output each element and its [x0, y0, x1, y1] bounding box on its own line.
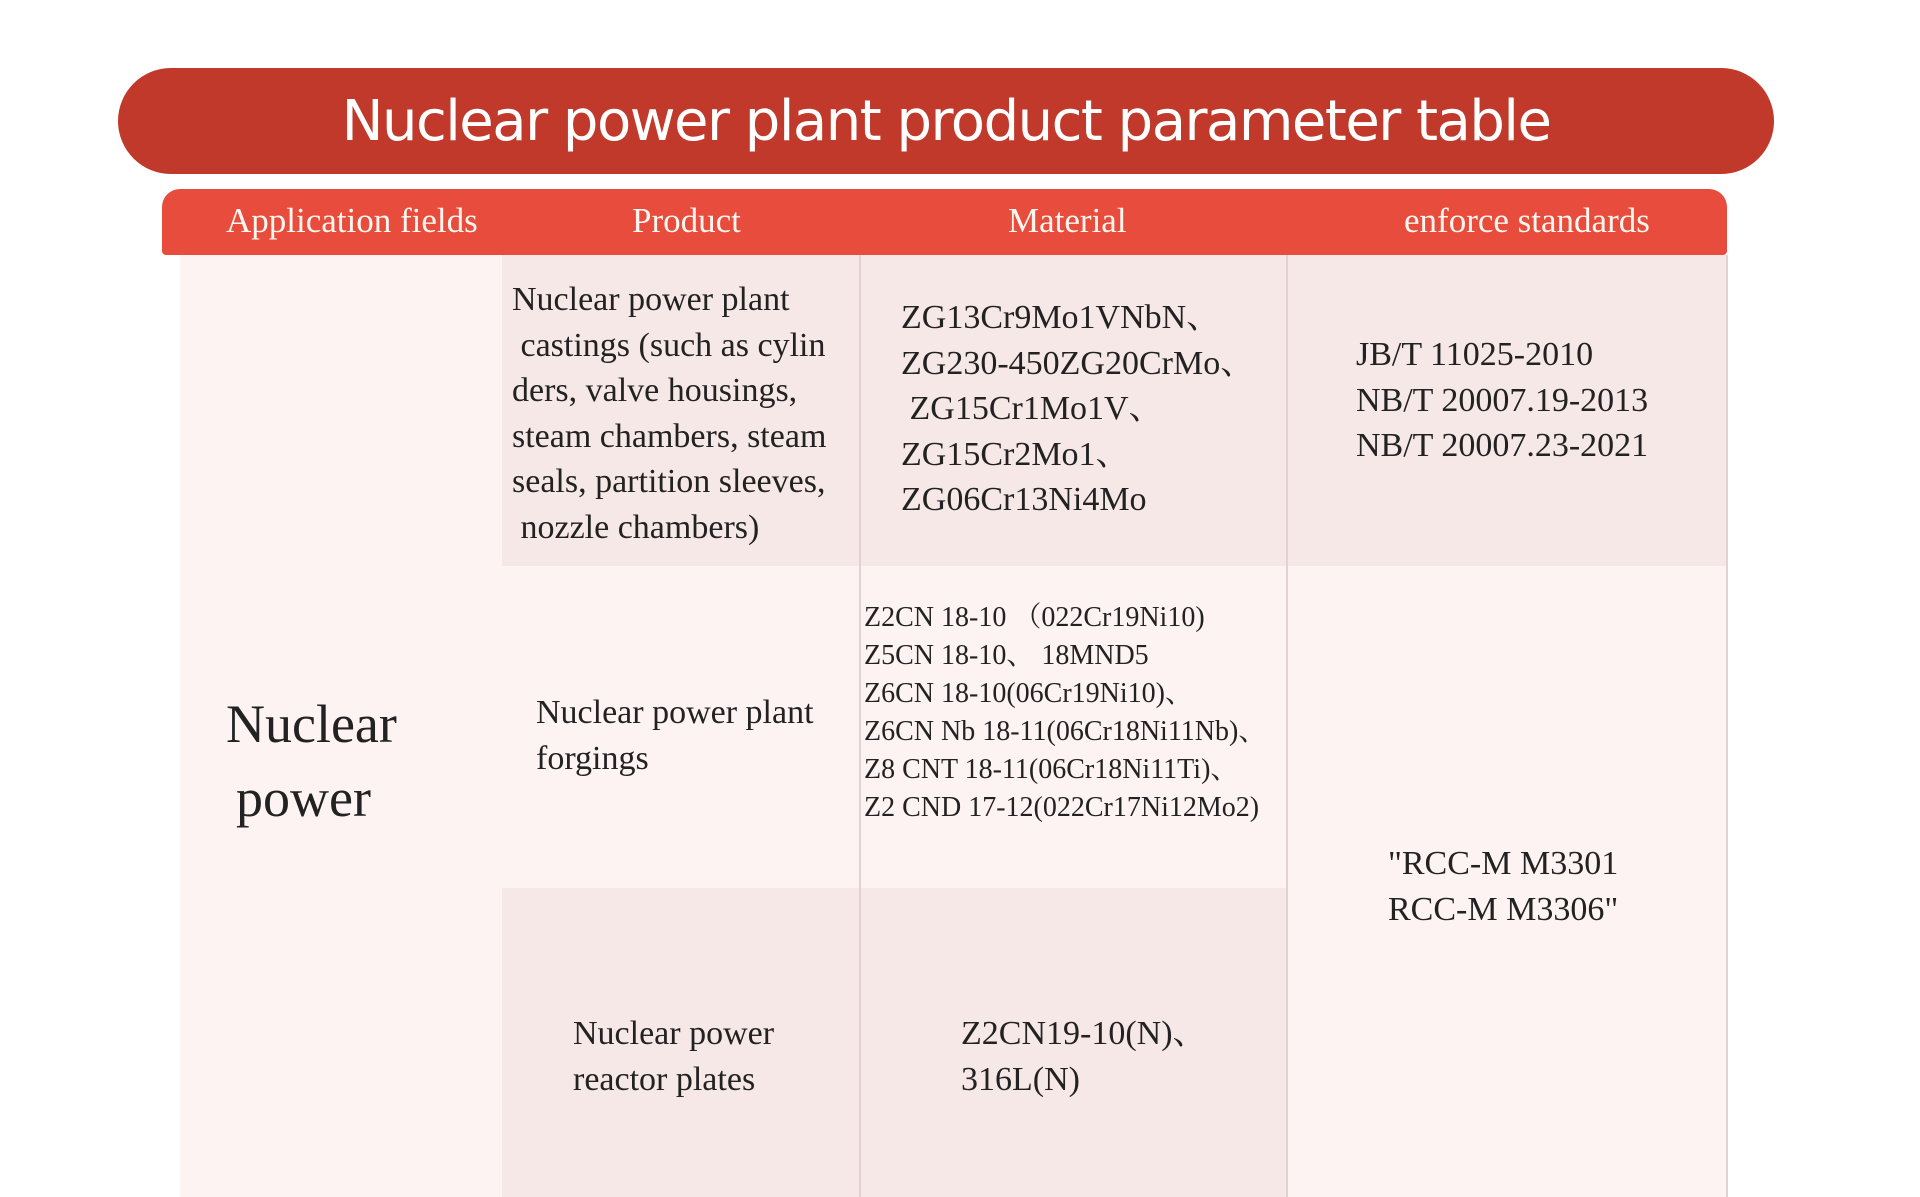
row1-standards-line-2: NB/T 20007.19-2013 — [1356, 381, 1649, 419]
column-divider — [1286, 255, 1288, 1197]
row3-material-line-2: 316L(N) — [961, 1060, 1080, 1098]
row1-product-line-2: castings (such as cylin — [512, 326, 826, 364]
row3-material-line-1: Z2CN19-10(N)、 — [961, 1015, 1207, 1052]
row2-material-line-1: Z2CN 18-10 （022Cr19Ni10) — [864, 602, 1205, 633]
row1-product-line-3: ders, valve housings, — [512, 372, 798, 409]
column-divider — [1726, 255, 1728, 1197]
row1-product-line-4: steam chambers, steam — [512, 417, 827, 455]
row1-material-line-3: ZG15Cr1Mo1V、 — [901, 390, 1163, 427]
row2-material-line-2: Z5CN 18-10、 18MND5 — [864, 640, 1149, 671]
row3-material-cell — [861, 888, 1286, 1197]
row1-product-cell — [502, 255, 859, 566]
row3-product-line-2: reactor plates — [573, 1060, 756, 1098]
column-divider — [859, 255, 861, 1197]
row1-product-line-1: Nuclear power plant — [512, 281, 790, 318]
page-title: Nuclear power plant product parameter table — [341, 88, 1551, 154]
row1-material-cell — [861, 255, 1286, 566]
row1-standards-line-1: JB/T 11025-2010 — [1356, 336, 1594, 373]
row1-standards-line-3: NB/T 20007.23-2021 — [1356, 427, 1649, 464]
row2-material-line-6: Z2 CND 17-12(022Cr17Ni12Mo2) — [864, 792, 1260, 823]
row2-product-line-1: Nuclear power plant — [536, 694, 814, 731]
header-material: Material — [1008, 201, 1127, 240]
application-field-line-1: Nuclear — [226, 694, 397, 754]
row1-product-line-5: seals, partition sleeves, — [512, 463, 826, 500]
application-field-cell — [180, 255, 502, 1197]
row2-material-cell — [861, 566, 1286, 888]
title-banner — [118, 68, 1774, 174]
shared-standards-cell — [1288, 566, 1726, 1197]
row2-material-line-5: Z8 CNT 18-11(06Cr18Ni11Ti)、 — [864, 754, 1239, 785]
table-header — [162, 189, 1727, 255]
row2-material-line-3: Z6CN 18-10(06Cr19Ni10)、 — [864, 678, 1193, 709]
row2-product-line-2: forgings — [536, 739, 649, 777]
header-application-fields: Application fields — [226, 201, 478, 240]
shared-standards-line-1: "RCC-M M3301 — [1388, 845, 1619, 882]
row2-product-cell — [502, 566, 859, 888]
row2-material-line-4: Z6CN Nb 18-11(06Cr18Ni11Nb)、 — [864, 716, 1267, 747]
header-product: Product — [632, 201, 741, 240]
row3-product-line-1: Nuclear power — [573, 1015, 775, 1052]
row1-standards-cell — [1288, 255, 1726, 566]
row1-material-line-5: ZG06Cr13Ni4Mo — [901, 481, 1147, 518]
row1-material-line-1: ZG13Cr9Mo1VNbN、 — [901, 299, 1221, 336]
row1-product-line-6: nozzle chambers) — [512, 508, 760, 546]
header-standards: enforce standards — [1404, 201, 1650, 240]
row1-material-line-4: ZG15Cr2Mo1、 — [901, 435, 1130, 473]
row3-product-cell — [502, 888, 859, 1197]
shared-standards-line-2: RCC-M M3306" — [1388, 890, 1619, 928]
application-field-line-2: power — [236, 768, 371, 828]
row1-material-line-2: ZG230-450ZG20CrMo、 — [901, 344, 1255, 382]
